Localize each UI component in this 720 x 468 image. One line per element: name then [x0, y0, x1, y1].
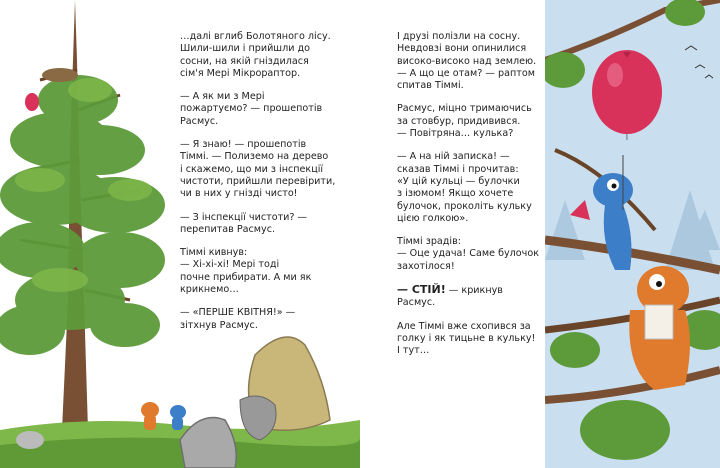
paragraph: — А на ній записка! — сказав Тіммі і прочитав: «У цій кульці — булочки з ізюмом! Якщо хочете булочок, проколіть кульку цією голкою». [397, 151, 532, 224]
blue-dino-small-icon [170, 405, 186, 419]
paragraph: — А як ми з Мері пожартуємо? — прошепотів Расмус. [180, 91, 323, 127]
treetop-illustration [545, 0, 720, 468]
paragraph: — З інспекції чистоти? — перепитав Расмус. [180, 211, 308, 235]
rock-icon [180, 418, 236, 468]
stop-rest: — крикнув Расмус. [397, 285, 503, 309]
balloon-icon [25, 93, 39, 111]
paragraph: …далі вглиб Болотяного лісу. Шили-шили і прийшли до сосни, на якій гніздилася сім'я Мері Мікрораптор. [180, 31, 331, 79]
paragraph: Але Тіммі вже схопився за голку і як тицьне в кульку! І тут… [397, 320, 536, 357]
paragraph: — «ПЕРШЕ КВІТНЯ!» — зітхнув Расмус. [180, 307, 296, 331]
paragraph: Тіммі кивнув: — Хі-хі-хі! Мері тоді почне прибирати. А ми як крикнемо… [180, 247, 312, 296]
paragraph: І друзі полізли на сосну. Невдовзі вони опинилися високо-високо над землею. — А що це отам? — раптом спитав Тіммі. [397, 31, 537, 92]
nest-icon [42, 68, 78, 82]
paragraph: Тіммі зрадів: — Оце удача! Саме булочок захотілося! [397, 236, 540, 272]
balloon-icon [592, 50, 662, 134]
left-page-text [180, 31, 350, 343]
paragraph: — Я знаю! — прошепотів Тіммі. — Полиземо на дерево і скажемо, що ми з інспекції чистоти, прийшли перевірити, чи в них у гнізді чисто! [180, 139, 336, 200]
note-icon [645, 305, 673, 339]
stop-paragraph [397, 284, 547, 310]
paragraph: Расмус, міцно тримаючись за стовбур, придивився. — Повітряна… кулька? [397, 103, 532, 140]
right-page-text [397, 31, 547, 369]
stop-word: — СТІЙ! [397, 283, 446, 297]
